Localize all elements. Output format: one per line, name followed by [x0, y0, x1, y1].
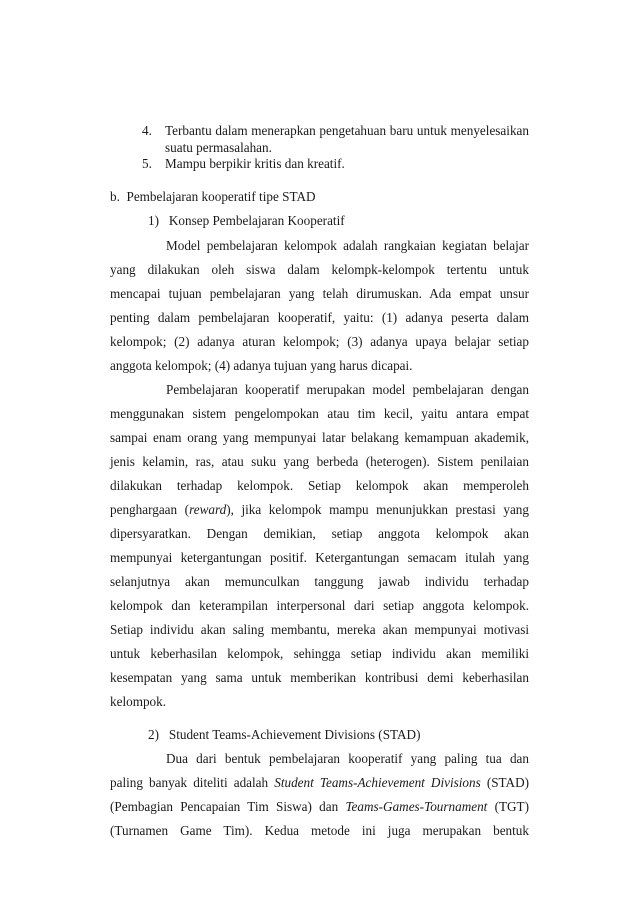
list-item-text: Terbantu dalam menerapkan pengetahuan baru untuk menyelesaikan	[165, 123, 529, 138]
list-item-text: suatu permasalahan.	[165, 140, 272, 155]
paragraph-line: penting dalam pembelajaran kooperatif, yaitu: (1) adanya peserta dalam	[110, 310, 529, 325]
paragraph-line: jenis kelamin, ras, atau suku yang berbeda (heterogen). Sistem penilaian	[110, 454, 529, 469]
paragraph-line: (Turnamen Game Tim). Kedua metode ini juga merupakan bentuk	[110, 823, 529, 838]
paragraph-line: kelompok; (2) adanya aturan kelompok; (3) adanya upaya belajar setiap	[110, 334, 529, 349]
paragraph-line: kelompok dan keterampilan interpersonal dari setiap anggota kelompok.	[110, 598, 529, 613]
paragraph-line: Dua dari bentuk pembelajaran kooperatif yang paling tua dan	[166, 751, 529, 766]
paragraph-line: kesempatan yang sama untuk memberikan kontribusi demi keberhasilan	[110, 670, 529, 685]
list-item-number: 5.	[142, 156, 152, 171]
subsection-heading: 1) Konsep Pembelajaran Kooperatif	[148, 213, 345, 228]
paragraph-line: sampai enam orang yang mempunyai latar belakang kemampuan akademik,	[110, 430, 529, 445]
paragraph-line: Setiap individu akan saling membantu, mereka akan mempunyai motivasi	[110, 622, 529, 637]
italic-term: reward	[189, 502, 227, 517]
paragraph-line: Pembelajaran kooperatif merupakan model pembelajaran dengan	[166, 382, 529, 397]
italic-term: Student Teams-Achievement Divisions	[274, 775, 481, 790]
list-item-number: 4.	[142, 123, 152, 138]
subsection-heading: 2) Student Teams-Achievement Divisions (STAD)	[148, 727, 421, 742]
paragraph-line: yang dilakukan oleh siswa dalam kelompk-kelompok tertentu untuk	[110, 262, 529, 277]
paragraph-line: dilakukan terhadap kelompok. Setiap kelompok akan memperoleh	[110, 478, 529, 493]
paragraph-line: anggota kelompok; (4) adanya tujuan yang harus dicapai.	[110, 358, 413, 373]
section-heading: b. Pembelajaran kooperatif tipe STAD	[110, 189, 316, 204]
italic-term: Teams-Games-Tournament	[345, 799, 488, 814]
paragraph-line: penghargaan (reward), jika kelompok mampu menunjukkan prestasi yang	[110, 502, 529, 517]
paragraph-line: mencapai tujuan pembelajaran yang telah dirumuskan. Ada empat unsur	[110, 286, 529, 301]
paragraph-line: mempunyai ketergantungan positif. Ketergantungan semacam itulah yang	[110, 550, 529, 565]
paragraph-line: Model pembelajaran kelompok adalah rangkaian kegiatan belajar	[166, 238, 529, 253]
paragraph-line: (Pembagian Pencapaian Tim Siswa) dan Teams-Games-Tournament (TGT)	[110, 799, 529, 814]
list-item-text: Mampu berpikir kritis dan kreatif.	[165, 156, 345, 171]
paragraph-line: paling banyak diteliti adalah Student Teams-Achievement Divisions (STAD)	[110, 775, 529, 790]
paragraph-line: menggunakan sistem pengelompokan atau tim kecil, yaitu antara empat	[110, 406, 529, 421]
paragraph-line: untuk keberhasilan kelompok, sehingga setiap individu akan memiliki	[110, 646, 529, 661]
paragraph-line: kelompok.	[110, 694, 167, 709]
paragraph-line: selanjutnya akan memunculkan tanggung jawab individu terhadap	[110, 574, 529, 589]
paragraph-line: dipersyaratkan. Dengan demikian, setiap anggota kelompok akan	[110, 526, 529, 541]
